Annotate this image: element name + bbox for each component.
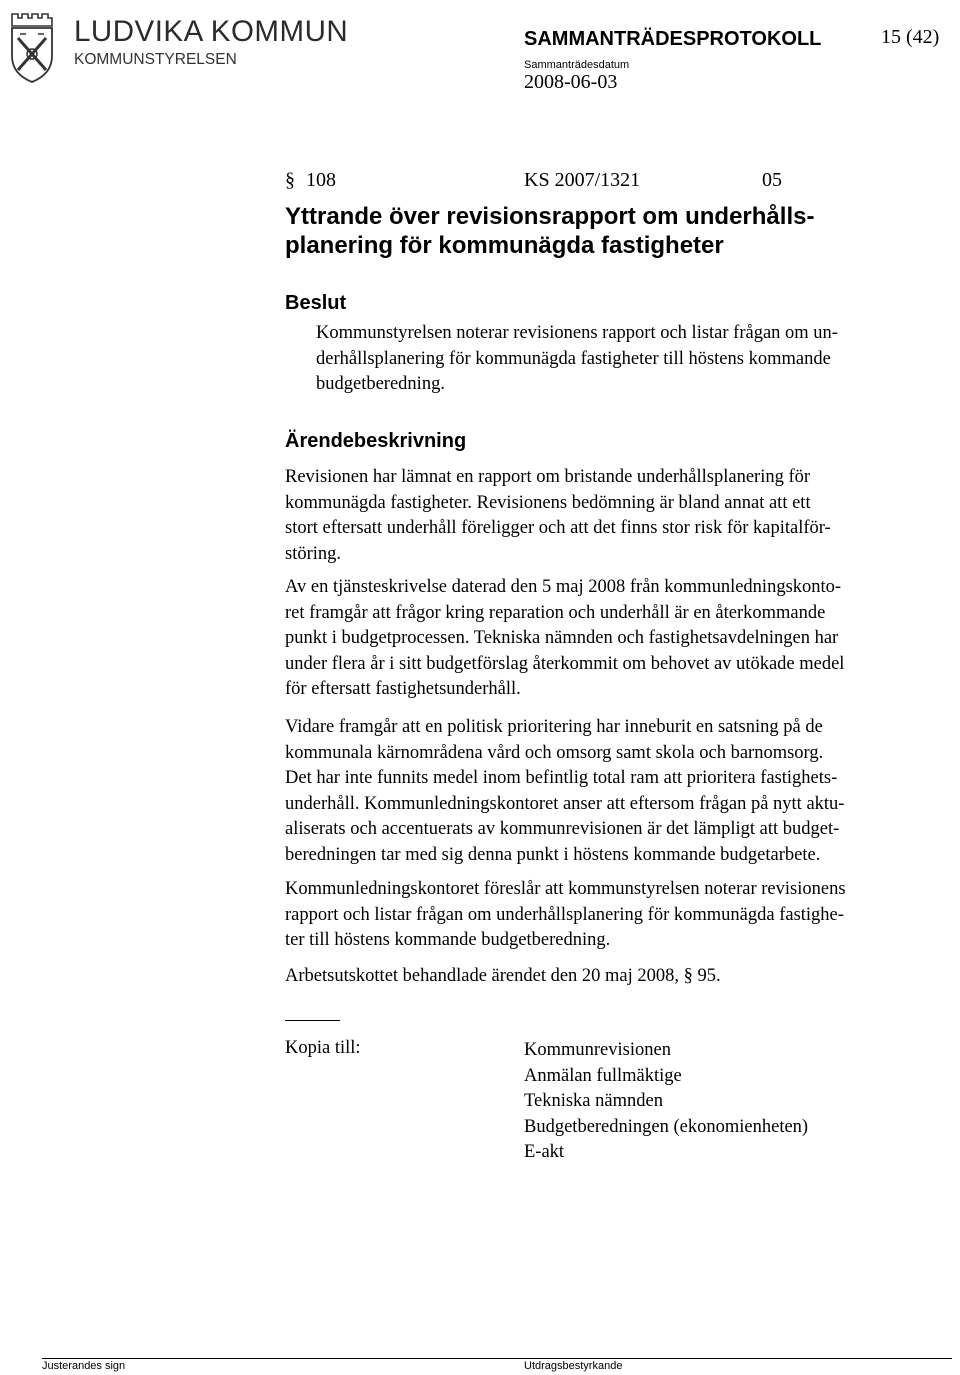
case-number: KS 2007/1321 — [524, 169, 641, 191]
footer-signature-label: Justerandes sign — [42, 1360, 126, 1372]
case-code: 05 — [762, 169, 782, 191]
paragraph: Arbetsutskottet behandlade ärendet den 20 maj 2008, § 95. — [285, 966, 721, 986]
divider — [285, 1020, 340, 1021]
organization-unit: KOMMUNSTYRELSEN — [74, 51, 237, 68]
paragraph: Vidare framgår att en politisk prioritering har inneburit en satsning på de kommunala kärnområdena vård och omsorg samt skola och barnomsorg. Det har inte funnits medel inom befintlig total ram att prioritera fastighets- underhåll. Kommunledningskontoret anser att eftersom frågan på nytt aktu- aliserats och accentuerats av kommunrevisionen är det lämpligt att budget- beredningen tar med sig denna punkt i höstens kommande budgetarbete. — [285, 717, 845, 865]
document-type: SAMMANTRÄDESPROTOKOLL — [524, 28, 822, 50]
paragraph-number: 108 — [306, 169, 336, 191]
municipal-crest-icon — [6, 10, 58, 88]
paragraph: Revisionen har lämnat en rapport om bristande underhållsplanering för kommunägda fastigheter. Revisionens bedömning är bland annat att ett stort eftersatt underhåll föreligger och att det finns stor risk för kapitalför- störing. — [285, 467, 831, 564]
organization-name: LUDVIKA KOMMUN — [74, 15, 349, 48]
arendebeskrivning-heading: Ärendebeskrivning — [285, 430, 467, 452]
copy-recipients-list — [524, 1038, 808, 1166]
meeting-date-label: Sammanträdesdatum — [524, 59, 630, 71]
paragraph: Av en tjänsteskrivelse daterad den 5 maj 2008 från kommunledningskonto- ret framgår att frågor kring reparation och underhåll är en återkommande punkt i budgetprocessen. Tekniska nämnden och fastighetsavdelningen har under flera år i sitt budgetförslag återkommit om behovet av utökade medel för eftersatt fastighetsunderhåll. — [285, 577, 845, 699]
list-item: Anmälan fullmäktige — [524, 1065, 682, 1086]
section-sign: § — [285, 169, 295, 191]
copy-to-label: Kopia till: — [285, 1038, 361, 1058]
list-item: Budgetberedningen (ekonomienheten) — [524, 1116, 809, 1137]
paragraph: Kommunledningskontoret föreslår att kommunstyrelsen noterar revisionens rapport och listar frågan om underhållsplanering för kommunägda fastighe- ter till höstens kommande budgetberedning. — [285, 879, 846, 950]
page-number: 15 (42) — [881, 26, 940, 48]
document-title: Yttrande över revisionsrapport om underhålls- planering för kommunägda fastigheter — [285, 203, 815, 259]
footer-certification-label: Utdragsbestyrkande — [524, 1360, 623, 1372]
meeting-date: 2008-06-03 — [524, 71, 618, 93]
beslut-text: Kommunstyrelsen noterar revisionens rapport och listar frågan om un- derhållsplanering för kommunägda fastigheter till höstens kommande budgetberedning. — [316, 323, 838, 394]
list-item: E-akt — [524, 1142, 565, 1162]
beslut-heading: Beslut — [285, 292, 347, 314]
list-item: Tekniska nämnden — [524, 1091, 663, 1111]
footer-divider — [42, 1358, 952, 1359]
list-item: Kommunrevisionen — [524, 1040, 671, 1060]
